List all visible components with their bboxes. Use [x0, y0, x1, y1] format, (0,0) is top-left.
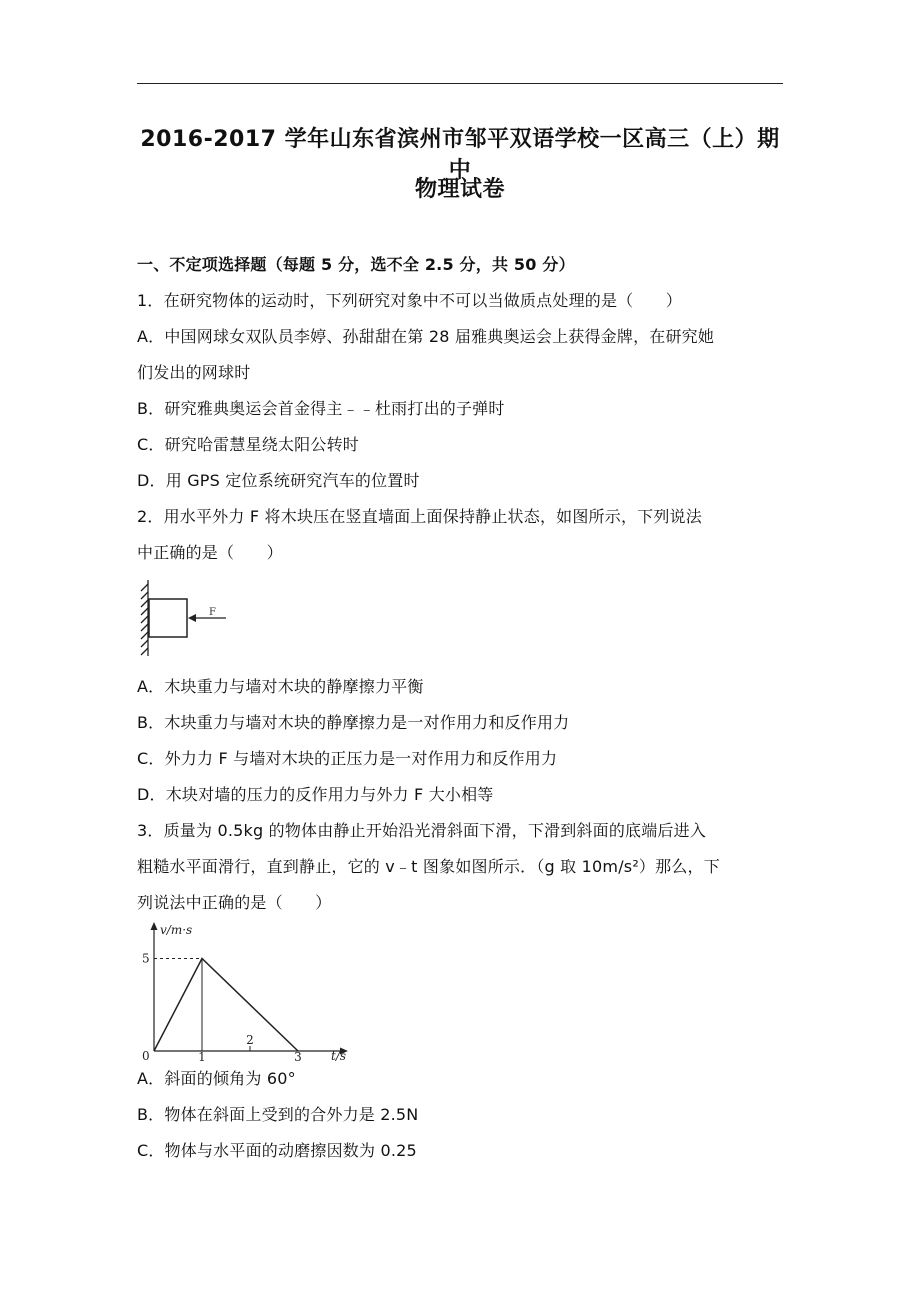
force-arrow-head — [188, 614, 196, 622]
q2-wall-block-figure — [138, 578, 233, 658]
x-axis-label: t/s — [331, 1049, 347, 1063]
section-heading: 一、不定项选择题（每题 5 分，选不全 2.5 分，共 50 分） — [137, 255, 575, 274]
x-tick-label-2: 2 — [246, 1033, 254, 1047]
q2-option-c: C．外力力 F 与墙对木块的正压力是一对作用力和反作用力 — [137, 749, 558, 768]
q1-option-a-line2: 们发出的网球时 — [137, 363, 251, 382]
x-tick-label-3: 3 — [294, 1050, 302, 1064]
y-tick-label-5: 5 — [142, 951, 150, 966]
force-label: F — [209, 607, 216, 618]
y-axis-arrow — [151, 922, 158, 930]
q3-stem-line2: 粗糙水平面滑行，直到静止，它的 v﹣t 图象如图所示．（g 取 10m/s²）那么，下 — [137, 857, 720, 876]
q2-stem-line1: 2．用水平外力 F 将木块压在竖直墙面上面保持静止状态，如图所示，下列说法 — [137, 507, 702, 526]
q1-option-b: B．研究雅典奥运会首金得主﹣﹣杜雨打出的子弹时 — [137, 399, 505, 418]
q3-vt-chart — [138, 920, 353, 1062]
q1-option-c: C．研究哈雷慧星绕太阳公转时 — [137, 435, 359, 454]
q1-option-a-line1: A．中国网球女双队员李婷、孙甜甜在第 28 届雅典奥运会上获得金牌，在研究她 — [137, 327, 715, 346]
q3-option-b: B．物体在斜面上受到的合外力是 2.5N — [137, 1105, 419, 1124]
origin-label: 0 — [142, 1049, 150, 1063]
q1-stem: 1．在研究物体的运动时，下列研究对象中不可以当做质点处理的是（ ） — [137, 291, 682, 310]
q3-stem-line1: 3．质量为 0.5kg 的物体由静止开始沿光滑斜面下滑，下滑到斜面的底端后进入 — [137, 821, 707, 840]
q2-option-a: A．木块重力与墙对木块的静摩擦力平衡 — [137, 677, 424, 696]
y-axis-label: v/m·s — [160, 923, 193, 937]
q1-option-d: D．用 GPS 定位系统研究汽车的位置时 — [137, 471, 420, 490]
q3-stem-line3: 列说法中正确的是（ ） — [137, 893, 332, 912]
q3-option-a: A．斜面的倾角为 60° — [137, 1069, 296, 1088]
velocity-series-line — [154, 959, 298, 1052]
wall-hatching — [141, 580, 148, 656]
page-title-line1: 2016-2017 学年山东省滨州市邹平双语学校一区高三（上）期中 — [140, 127, 780, 183]
q2-option-b: B．木块重力与墙对木块的静摩擦力是一对作用力和反作用力 — [137, 713, 570, 732]
page-title-line2: 物理试卷 — [414, 177, 505, 202]
x-tick-label-1: 1 — [198, 1050, 206, 1064]
wooden-block — [149, 599, 187, 637]
q2-option-d: D．木块对墙的压力的反作用力与外力 F 大小相等 — [137, 785, 494, 804]
q3-option-c: C．物体与水平面的动磨擦因数为 0.25 — [137, 1141, 417, 1160]
q2-stem-line2: 中正确的是（ ） — [137, 543, 283, 562]
header-rule — [137, 83, 783, 84]
